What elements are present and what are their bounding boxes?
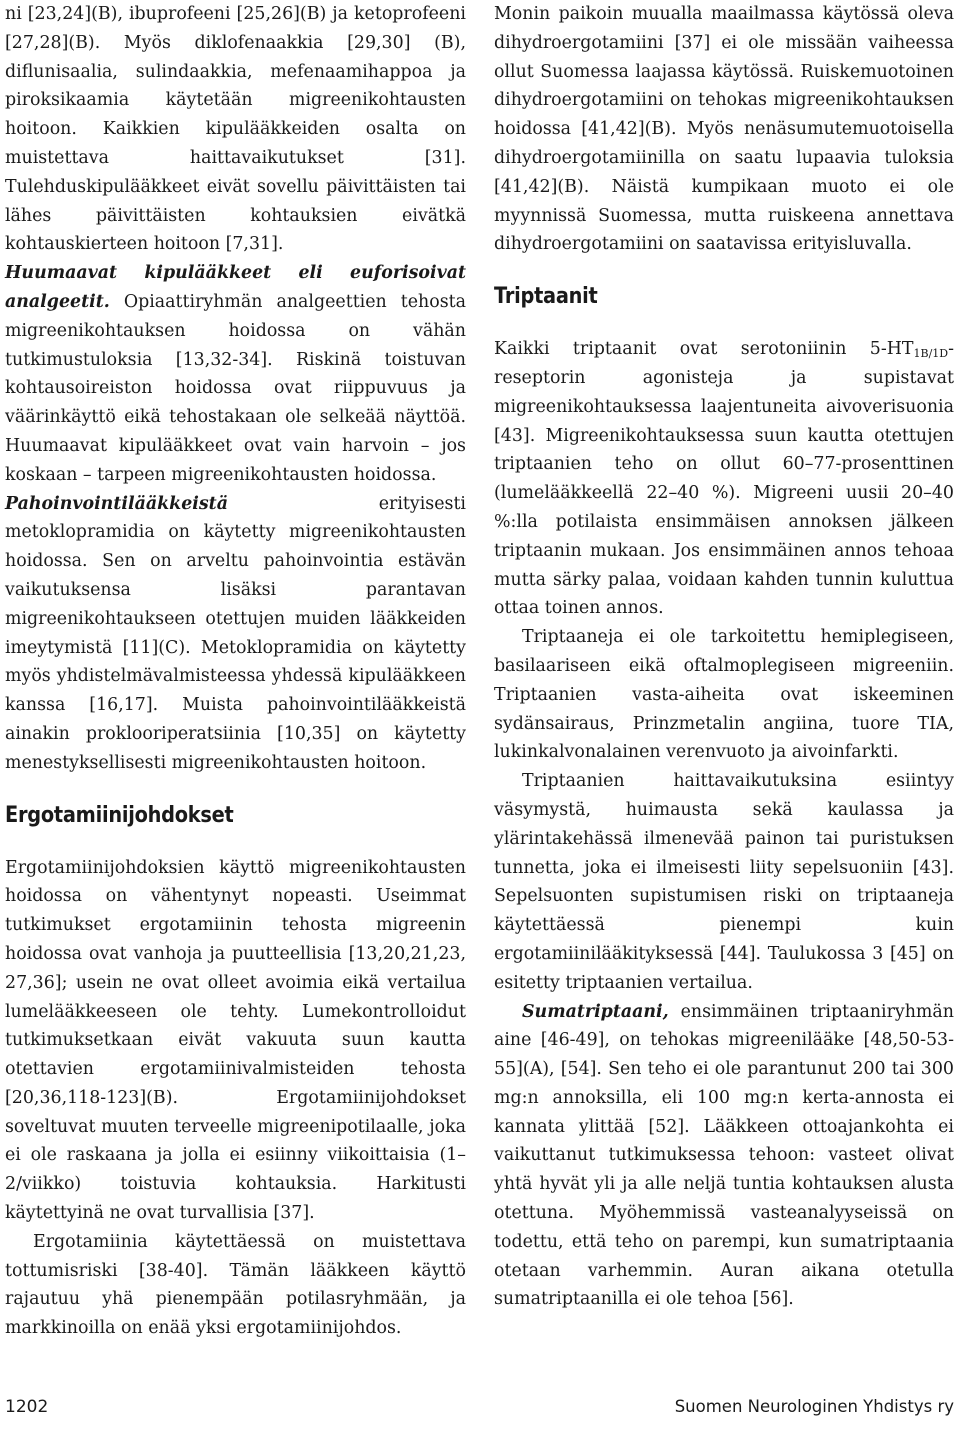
paragraph-sumatriptan-text: ensimmäinen triptaaniryhmän aine [46-49], on tehokas migreenilääke [48,50-53-55](A), [54]. Sen teho ei ole parantunut 200 tai 300 mg:n annoksilla, eli 100 mg:n kerta-annosta ei kannata ylittää [52]. Lääkkeen ottoajankohta ei vaikuttanut tutkimuksessa tehoon: vasteet olivat yhtä hyvät yli ja alle neljä tuntia kohtauksen alusta otettuna. Myöhemmissä vasteanalyyseissä on todettu, että teho on parempi, kun sumatriptaania otetaan varhemmin. Auran aikana otetulla sumatriptaanilla ei ole tehoa [56]. bbox=[494, 1001, 954, 1310]
paragraph-triptans-side-effects: Triptaanien haittavaikutuksina esiintyy väsymystä, huimausta sekä kaulassa ja ylärintakehässä ilmenevää painon tai puristuksen tunnetta, joka ei ilmeisesti liity sepelsuoniin [43]. Sepelsuonten supistumisen riski on triptaaneja käytettäessä pienempi kuin ergotamiinilääkityksessä [44]. Taulukossa 3 [45] on esitetty triptaanien vertailua. bbox=[494, 771, 954, 993]
section-heading-ergotamine: Ergotamiinijohdokset bbox=[5, 802, 234, 828]
paragraph-triptans-text-b: -reseptorin agonisteja ja supistavat migreenikohtauksessa laajentuneita aivoverisuonia [43]. Migreenikohtauksessa suun kautta otettujen triptaanien teho on ollut 60–77-prosenttinen (lumelääkkeellä 22–40 %). Migreeni uusii 20–40 %:lla potilaista ensimmäisen annoksen jälkeen triptaanin mukaan. Jos ensimmäinen annos tehoaa mutta särky palaa, voidaan kahden tunnin kuluttua ottaa toinen annos. bbox=[494, 339, 954, 619]
right-column bbox=[494, 0, 954, 1314]
run-in-heading-sumatriptan: Sumatriptaani, bbox=[522, 1001, 669, 1022]
paragraph-ergotamine-habituation: Ergotamiinia käytettäessä on muistettava tottumisriski [38-40]. Tämän lääkkeen käyttö rajautuu yhä pienempään potilasryhmään, ja markkinoilla on enää yksi ergotamiinijohdos. bbox=[5, 1231, 466, 1339]
receptor-subscript: 1B/1D bbox=[913, 347, 949, 361]
run-in-heading-opiates: Huumaavat kipulääkkeet eli euforisoivat analgeetit. bbox=[5, 263, 466, 312]
paragraph-opiates-text: Opiaattiryhmän analgeettien tehosta migreenikohtauksen hoidossa on vähän tutkimustuloksia [13,32-34]. Riskinä toistuvan kohtausoireiston hoidossa ovat riippuvuus ja väärinkäyttö eikä tehostakaan ole selkeää näyttöä. Huumaavat kipulääkkeet ovat vain harvoin – jos koskaan – tarpeen migreenikohtausten hoidossa. bbox=[5, 291, 466, 485]
publisher-footer: Suomen Neurologinen Yhdistys ry bbox=[674, 1397, 954, 1416]
paragraph-antiemetics bbox=[5, 490, 466, 778]
paragraph-opiates bbox=[5, 259, 466, 489]
paragraph-nsaid: ni [23,24](B), ibuprofeeni [25,26](B) ja ketoprofeeni [27,28](B). Myös diklofenaakkia [29,30] (B), diflunisaalia, sulindaakkia, mefenaamihappoa ja piroksikaamia käytetään migreenikohtausten hoitoon. Kaikkien kipulääkkeiden osalta on muistettava haittavaikutukset [31]. Tulehduskipulääkkeet eivät sovellu päivittäisten tai lähes päivittäisten kohtauksien eivätkä kohtauskierteen hoitoon [7,31]. bbox=[5, 4, 466, 255]
paragraph-antiemetics-text: erityisesti metoklopramidia on käytetty migreenikohtausten hoidossa. Sen on arveltu pahoinvointia estävän vaikutuksensa lisäksi parantavan migreenikohtaukseen otettujen muiden lääkkeiden imeytymistä [11](C). Metoklopramidia on käytetty myös yhdistelmävalmisteessa yhdessä kipulääkkeen kanssa [16,17]. Muista pahoinvointilääkkeistä ainakin proklooriperatsiinia [10,35] on käytetty menestyksellisesti migreenikohtausten hoitoon. bbox=[5, 493, 466, 773]
paragraph-triptans-mechanism bbox=[494, 335, 954, 623]
paragraph-sumatriptan bbox=[494, 998, 954, 1315]
page-number: 1202 bbox=[5, 1397, 49, 1417]
run-in-heading-antiemetics: Pahoinvointilääkkeistä bbox=[5, 493, 228, 514]
paragraph-dihydroergotamine: Monin paikoin muualla maailmassa käytössä oleva dihydroergotamiini [37] ei ole missään vaiheessa ollut Suomessa laajassa käytössä. Ruiskemuotoinen dihydroergotamiini on tehokas migreenikohtauksen hoidossa [41,42](B). Myös nenäsumutemuotoisella dihydroergotamiinilla on saatu lupaavia tuloksia [41,42](B). Näistä kumpikaan muoto ei ole myynnissä Suomessa, mutta ruiskeena annettava dihydroergotamiini on saatavissa erityisluvalla. bbox=[494, 4, 954, 255]
paragraph-triptans-contraindications: Triptaaneja ei ole tarkoitettu hemiplegiseen, basilaariseen eikä oftalmoplegiseen migreeniin. Triptaanien vasta-aiheita ovat iskeeminen sydänsairaus, Prinzmetalin angiina, tuore TIA, lukinkalvonalainen verenvuoto ja aivoinfarkti. bbox=[494, 627, 954, 763]
section-heading-triptans: Triptaanit bbox=[494, 284, 598, 310]
paragraph-triptans-text-a: Kaikki triptaanit ovat serotoniinin 5-HT bbox=[494, 339, 914, 360]
left-column bbox=[5, 0, 466, 1343]
paragraph-ergotamine-derivatives: Ergotamiinijohdoksien käyttö migreenikohtausten hoidossa on vähentynyt nopeasti. Useimmat tutkimukset ergotamiinin tehosta migreenin hoidossa ovat vanhoja ja puutteellisia [13,20,21,23, 27,36]; usein ne ovat olleet avoimia eikä vertailua lumelääkkeeseen ole tehty. Lumekontrolloidut tutkimuksetkaan eivät vakuuta suun kautta otettavien ergotamiinivalmisteiden tehosta [20,36,118-123](B). Ergotamiinijohdokset soveltuvat muuten terveelle migreenipotilaalle, joka ei ole raskaana ja jolla ei esiinny viikoittaisia (1–2/viikko) toistuvia kohtauksia. Harkitusti käytettyinä ne ovat turvallisia [37]. bbox=[5, 857, 466, 1224]
